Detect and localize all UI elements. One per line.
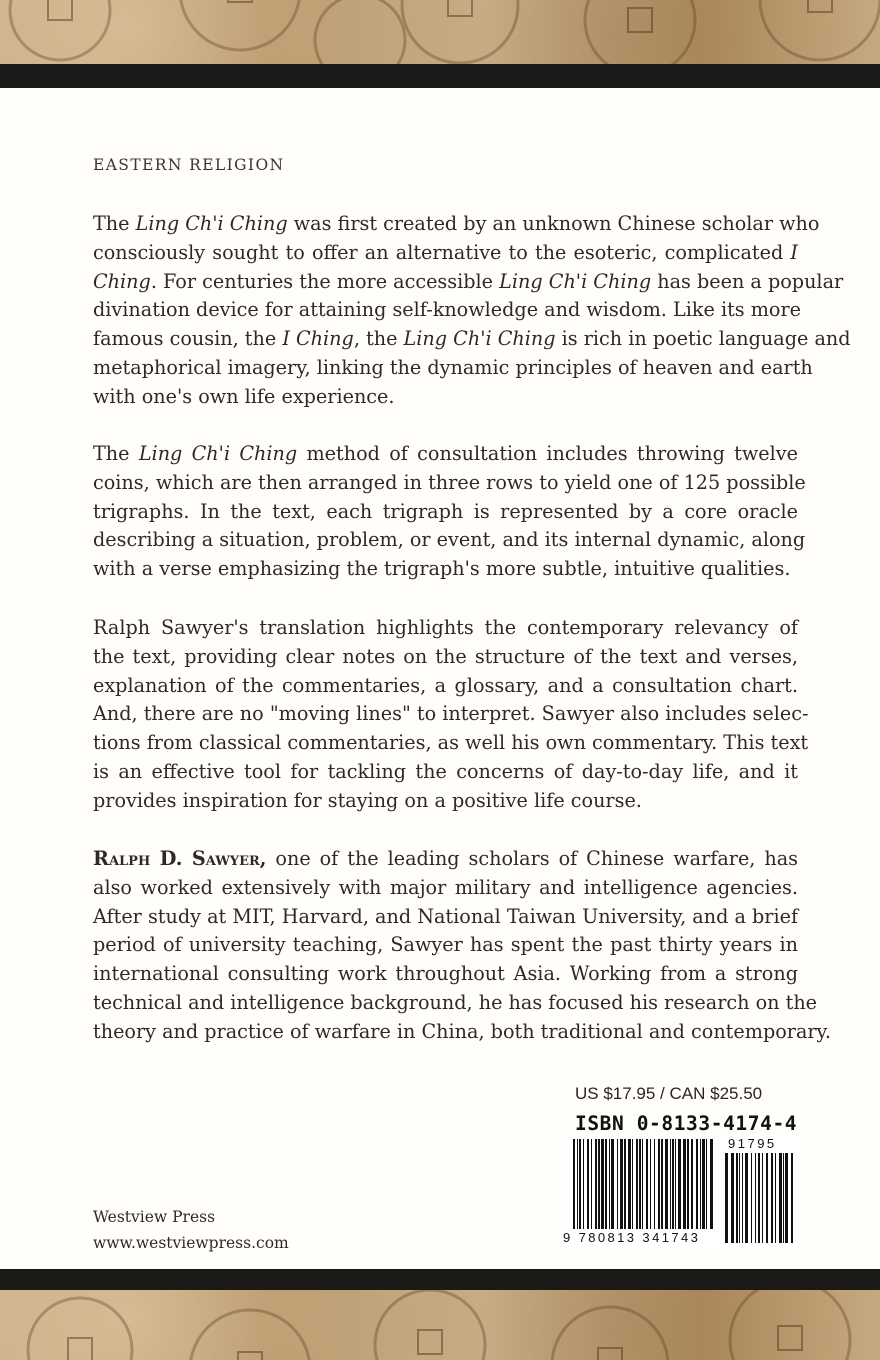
text-run: metaphorical imagery, linking the dynamic principles of heaven and earth [93,355,813,379]
text-run: was first created by an unknown Chinese scholar who [287,212,820,235]
barcode-bar [636,1139,638,1229]
barcode-bar [595,1139,597,1229]
barcode-bar [665,1139,668,1229]
text-run: has been a popular [651,269,844,293]
text-run: The [93,442,139,465]
paragraph-line [93,526,806,555]
barcode-supplement-bar [779,1153,782,1243]
barcode-bar [702,1139,705,1229]
text-run: And, there are no "moving lines" to interpret. Sawyer also includes selec- [93,702,809,726]
barcode-supplement-bar [736,1153,738,1243]
barcode-bar [646,1139,648,1229]
paragraph-line [93,614,798,643]
text-run: Ching [93,269,151,293]
description-paragraph-2 [93,440,806,584]
barcode-bar [687,1139,689,1229]
barcode-bar [672,1139,674,1229]
text-run: is an effective tool for tackling the concerns of day-to-day life, and it [93,759,798,783]
barcode-supplement-bar [783,1153,784,1243]
text-run: period of university teaching, Sawyer has spent the past thirty years in [93,933,798,957]
text-run: Ling Ch'i Ching [138,442,298,465]
paragraph-line [93,1018,831,1047]
barcode-bar [587,1139,589,1229]
text-run: the text, providing clear notes on the structure of the text and verses, [93,644,798,668]
coin-pattern-bottom [0,1290,880,1360]
text-run: I [790,240,798,264]
barcode-bar [670,1139,671,1229]
barcode-bar [591,1139,592,1229]
text-run: The [93,212,136,235]
barcode-supplement-digits: 91795 [728,1136,777,1151]
barcode-bar [611,1139,614,1229]
text-run: explanation of the commentaries, a glossary, and a consultation chart. [93,673,798,697]
paragraph-line [93,643,798,672]
text-run: with one's own life experience. [93,384,395,408]
barcode-supplement-bar [745,1153,748,1243]
barcode-supplement-bar [725,1153,728,1243]
text-run: international consulting work throughout Asia. Working from a strong [93,962,798,986]
text-run: is rich in poetic language and [555,327,851,351]
paragraph-line [93,469,806,498]
paragraph-line [93,239,798,268]
text-run: Ling Ch'i Ching [499,269,652,293]
barcode-supplement-bar [785,1153,788,1243]
paragraph-line [93,354,813,383]
paragraph-line [93,989,818,1018]
barcode-bar [579,1139,581,1229]
paragraph-line [93,903,798,932]
barcode-supplement-bar [766,1153,768,1243]
text-run: , the [353,327,404,351]
text-run: coins, which are then arranged in three rows to yield one of 125 possible [93,470,806,494]
author-bio-paragraph [93,845,831,1047]
barcode-bar [658,1139,660,1229]
publisher-website[interactable]: www.westviewpress.com [93,1234,289,1252]
text-run: Ralph D. Sawyer, [93,847,267,870]
bottom-black-stripe [0,1269,880,1292]
top-coin-band [0,0,880,64]
text-run: with a verse emphasizing the trigraph's more subtle, intuitive qualities. [93,557,791,581]
text-run: Ling Ch'i Ching [403,327,556,351]
barcode-supplement-bar [751,1153,752,1243]
isbn-label: ISBN 0-8133-4174-4 [575,1112,798,1135]
paragraph-line [93,672,798,701]
barcode-bar [601,1139,604,1229]
paragraph-line [93,268,844,297]
barcode-bar [683,1139,686,1229]
barcode-bar [654,1139,655,1229]
barcode-bar [642,1139,643,1229]
paragraph-line [93,440,798,469]
barcode-bar [710,1139,713,1229]
text-run: Ling Ch'i Ching [135,212,288,235]
barcode-bar [577,1139,578,1229]
barcode-bar [678,1139,681,1229]
description-paragraph-3 [93,614,809,816]
text-run: After study at MIT, Harvard, and National Taiwan University, and a brief [93,904,799,928]
barcode-supplement-bar [755,1153,756,1243]
paragraph-line [93,931,798,960]
barcode-bar [691,1139,693,1229]
bottom-coin-band [0,1290,880,1360]
barcode-supplement-bar [739,1153,740,1243]
text-run: describing a situation, problem, or event, and its internal dynamic, along [93,528,806,552]
text-run: tions from classical commentaries, as well his own commentary. This text [93,731,809,755]
publisher-name: Westview Press [93,1208,216,1226]
text-run: provides inspiration for staying on a positive life course. [93,788,642,812]
barcode-supplement-bar [775,1153,776,1243]
barcode-bar [617,1139,618,1229]
paragraph-line [93,729,809,758]
barcode-ean-digits: 9 780813 341743 [563,1230,701,1245]
barcode-bar [650,1139,651,1229]
coin-pattern-top [0,0,880,64]
barcode-supplement-bar [758,1153,760,1243]
barcode-bar [620,1139,623,1229]
text-run: consciously sought to offer an alternative to the esoteric, complicated [93,240,791,264]
description-paragraph-1 [93,210,851,412]
barcode-bar [706,1139,707,1229]
barcode-bar [573,1139,575,1229]
barcode-supplement-bar [791,1153,793,1243]
paragraph-line [93,383,798,412]
text-run: one of the leading scholars of Chinese warfare, has [266,847,798,870]
text-run: I Ching [282,327,354,351]
text-run: method of consultation includes throwing twelve [297,442,798,465]
paragraph-line [93,700,809,729]
price-label: US $17.95 / CAN $25.50 [575,1084,763,1103]
barcode-bar [624,1139,626,1229]
top-black-stripe [0,64,880,88]
barcode-bar [609,1139,610,1229]
barcode-supplement-bar [771,1153,773,1243]
paragraph-line [93,845,798,874]
text-run: theory and practice of warfare in China, both traditional and contemporary. [93,1019,831,1043]
barcode-supplement-bar [742,1153,743,1243]
category-label: EASTERN RELIGION [93,156,285,174]
barcode-bar [700,1139,701,1229]
paragraph-line [93,555,798,584]
paragraph-line [93,758,798,787]
barcode-bar [696,1139,698,1229]
paragraph-line [93,210,820,239]
paragraph-line [93,296,802,325]
paragraph-line [93,874,798,903]
paragraph-line [93,325,851,354]
text-run: technical and intelligence background, he has focused his research on the [93,990,818,1014]
barcode-supplement-bar [731,1153,734,1243]
barcode-bar [628,1139,631,1229]
barcode-bar [598,1139,600,1229]
text-run: famous cousin, the [93,327,283,351]
text-run: Ralph Sawyer's translation highlights the contemporary relevancy of [93,616,798,639]
barcode-bar [583,1139,584,1229]
barcode-bar [661,1139,663,1229]
paragraph-line [93,498,798,527]
text-run: also worked extensively with major military and intelligence agencies. [93,875,798,899]
text-run: trigraphs. In the text, each trigraph is represented by a core oracle [93,499,798,523]
paragraph-line [93,787,798,816]
barcode-bar [639,1139,641,1229]
text-run: divination device for attaining self-knowledge and wisdom. Like its more [93,298,802,322]
barcode-bar [632,1139,633,1229]
barcode-supplement-bar [762,1153,763,1243]
text-run: . For centuries the more accessible [150,269,500,293]
barcode-bar [605,1139,607,1229]
paragraph-line [93,960,798,989]
barcode-bar [675,1139,676,1229]
